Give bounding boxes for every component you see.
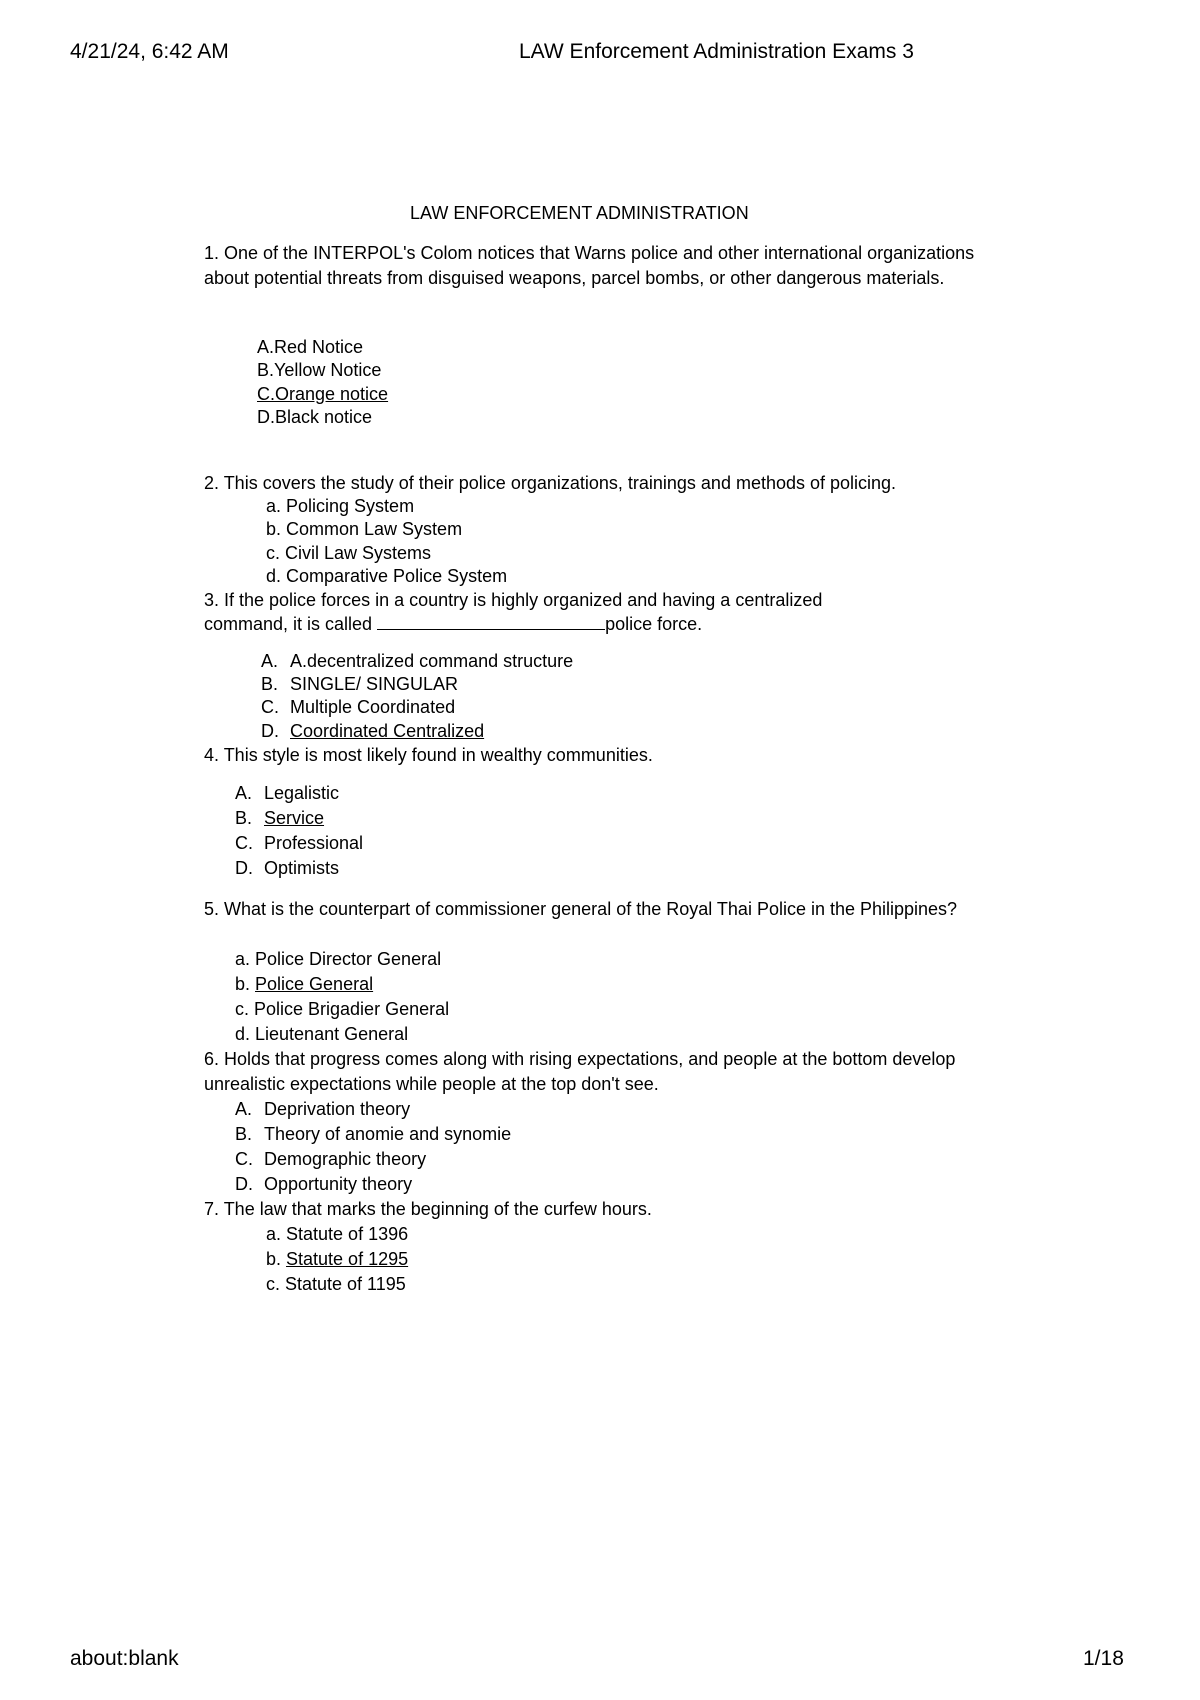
q3-text-after-blank: police force. [605,614,703,634]
q3-letter-a: A. [261,651,279,671]
q4-option-c [235,832,363,855]
q4-option-d [235,857,339,880]
print-timestamp: 4/21/24, 6:42 AM [70,40,229,63]
q3-option-c [261,696,455,719]
question-7-text: 7. The law that marks the beginning of the curfew hours. [204,1199,652,1219]
q5-letter-b: b. [235,974,256,994]
q6-letter-b: B. [235,1124,253,1144]
q6-option-a-text: Deprivation theory [264,1099,411,1119]
q4-option-b [235,807,324,830]
q3-option-b [261,673,458,696]
q4-option-c-text: Professional [264,833,364,853]
q6-letter-d: D. [235,1174,253,1194]
q2-option-c: c. Civil Law Systems [266,543,432,563]
q6-option-d-text: Opportunity theory [264,1174,413,1194]
q6-option-d [235,1173,412,1196]
q7-option-b-answer: Statute of 1295 [286,1249,409,1269]
q1-option-c-answer: C.Orange notice [257,384,389,404]
q2-option-d: d. Comparative Police System [266,566,508,586]
q3-option-b-text: SINGLE/ SINGULAR [290,674,459,694]
q7-option-b [266,1248,408,1271]
q4-letter-b: B. [235,808,253,828]
q6-letter-a: A. [235,1099,253,1119]
question-2-text: 2. This covers the study of their police organizations, trainings and methods of policing. [204,473,897,493]
q6-letter-c: C. [235,1149,253,1169]
q4-option-a-text: Legalistic [264,783,340,803]
q5-option-c: c. Police Brigadier General [235,999,450,1019]
q1-option-d: D.Black notice [257,407,373,427]
q3-text-before-blank: command, it is called [204,614,378,634]
q5-option-d: d. Lieutenant General [235,1024,409,1044]
q5-option-b-answer: Police General [255,974,374,994]
q4-option-b-answer: Service [264,808,325,828]
question-4-text: 4. This style is most likely found in wealthy communities. [204,745,653,765]
q3-option-d-answer: Coordinated Centralized [290,721,485,741]
q6-option-a [235,1098,410,1121]
q3-answer-blank [377,615,605,630]
q7-option-c: c. Statute of 1195 [266,1274,406,1294]
q3-letter-c: C. [261,697,279,717]
q6-option-c [235,1148,426,1171]
q7-option-a: a. Statute of 1396 [266,1224,409,1244]
question-1-text: 1. One of the INTERPOL's Colom notices that Warns police and other international organizations about potential threats from disguised weapons, parcel bombs, or other dangerous materials. [204,243,975,288]
question-3-text-line2 [204,613,702,636]
print-page-indicator: 1/18 [1083,1647,1124,1670]
q6-option-b-text: Theory of anomie and synomie [264,1124,512,1144]
q4-option-d-text: Optimists [264,858,340,878]
q3-option-d [261,720,484,743]
q3-option-a [261,650,573,673]
q1-option-b: B.Yellow Notice [257,360,382,380]
question-6-text: 6. Holds that progress comes along with rising expectations, and people at the bottom develop unrealistic expectations while people at the top don't see. [204,1049,956,1094]
q6-option-c-text: Demographic theory [264,1149,427,1169]
print-url: about:blank [70,1647,179,1670]
q3-option-a-text: A.decentralized command structure [290,651,574,671]
q3-letter-d: D. [261,721,279,741]
q7-letter-b: b. [266,1249,287,1269]
q5-option-b [235,973,401,996]
q5-option-a: a. Police Director General [235,949,442,969]
q2-option-b: b. Common Law System [266,519,463,539]
q4-letter-c: C. [235,833,253,853]
q1-option-a: A.Red Notice [257,337,364,357]
q6-option-b [235,1123,511,1146]
question-3-text-line1: 3. If the police forces in a country is highly organized and having a centralized [204,590,823,610]
q4-letter-d: D. [235,858,253,878]
q3-option-c-text: Multiple Coordinated [290,697,456,717]
print-document-title: LAW Enforcement Administration Exams 3 [519,40,914,63]
q4-letter-a: A. [235,783,253,803]
q2-option-a: a. Policing System [266,496,415,516]
question-5-text: 5. What is the counterpart of commissioner general of the Royal Thai Police in the Philippines? [204,899,958,919]
q4-option-a [235,782,339,805]
q3-letter-b: B. [261,674,279,694]
document-title: LAW ENFORCEMENT ADMINISTRATION [410,203,749,223]
